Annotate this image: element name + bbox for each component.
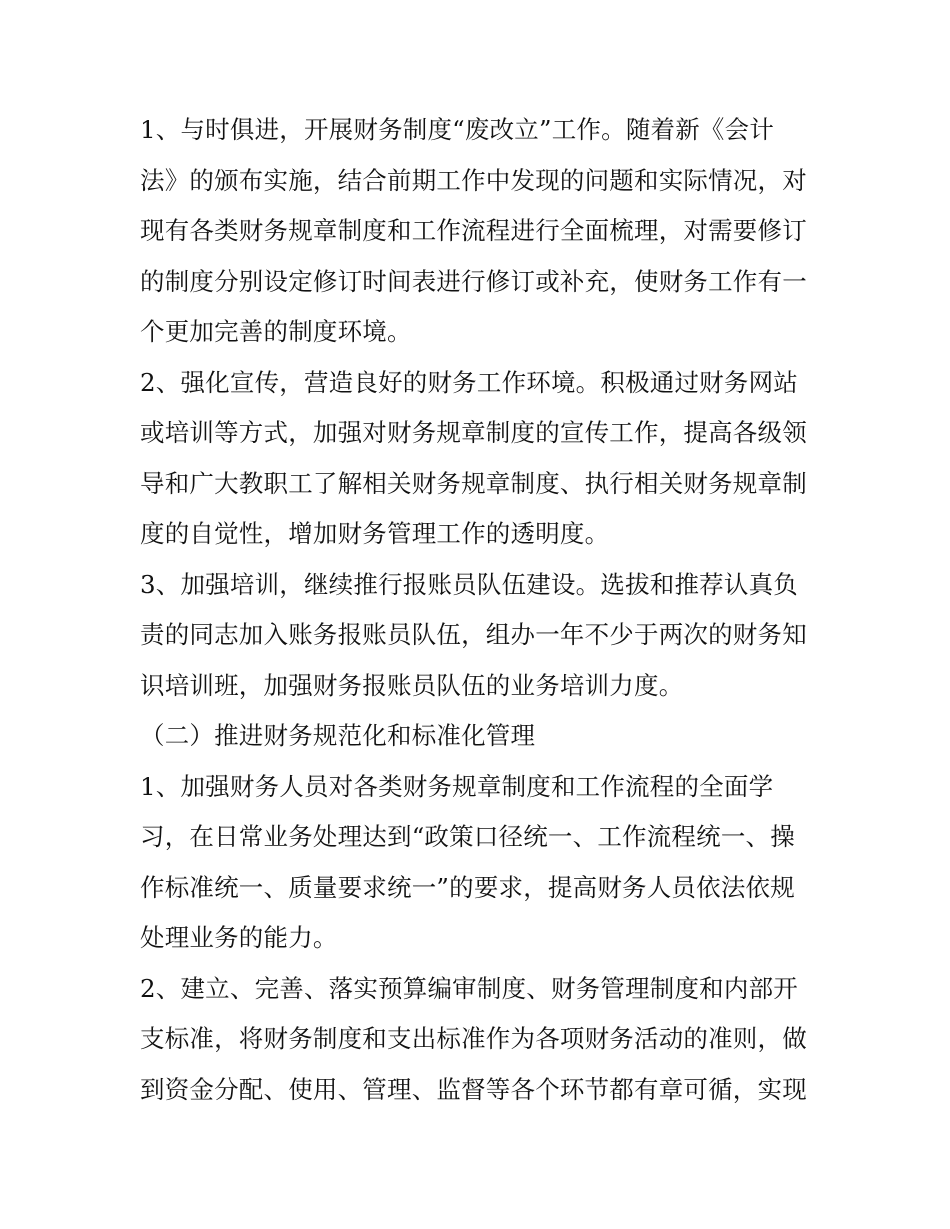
text-line: 作标准统一、质量要求统一”的要求，提高财务人员依法依规 xyxy=(140,873,795,902)
text-line: 识培训班，加强财务报账员队伍的业务培训力度。 xyxy=(140,671,684,700)
text-line: 或培训等方式，加强对财务规章制度的宣传工作，提高各级领 xyxy=(140,418,807,447)
text-line: 1、加强财务人员对各类财务规章制度和工作流程的全面学 xyxy=(140,772,774,801)
text-line: 支标准，将财务制度和支出标准作为各项财务活动的准则，做 xyxy=(140,1024,807,1053)
text-line: 3、加强培训，继续推行报账员队伍建设。选拔和推荐认真负 xyxy=(140,570,798,599)
text-line: 处理业务的能力。 xyxy=(140,923,338,952)
section-heading: （二）推进财务规范化和标准化管理 xyxy=(140,721,536,750)
text-line: 个更加完善的制度环境。 xyxy=(140,317,412,346)
text-line: 2、强化宣传，营造良好的财务工作环境。积极通过财务网站 xyxy=(140,368,798,397)
text-line: 2、建立、完善、落实预算编审制度、财务管理制度和内部开 xyxy=(140,974,798,1003)
text-line: 的制度分别设定修订时间表进行修订或补充，使财务工作有一 xyxy=(140,267,807,296)
text-line: 习，在日常业务处理达到“政策口径统一、工作流程统一、操 xyxy=(140,822,795,851)
text-line: 1、与时俱进，开展财务制度“废改立”工作。随着新《会计 xyxy=(140,115,775,144)
text-line: 责的同志加入账务报账员队伍，组办一年不少于两次的财务知 xyxy=(140,620,807,649)
text-line: 导和广大教职工了解相关财务规章制度、执行相关财务规章制 xyxy=(140,469,807,498)
text-line: 到资金分配、使用、管理、监督等各个环节都有章可循，实现 xyxy=(140,1075,807,1104)
text-line: 现有各类财务规章制度和工作流程进行全面梳理，对需要修订 xyxy=(140,216,807,245)
text-line: 法》的颁布实施，结合前期工作中发现的问题和实际情况，对 xyxy=(140,166,807,195)
text-line: 度的自觉性，增加财务管理工作的透明度。 xyxy=(140,519,610,548)
